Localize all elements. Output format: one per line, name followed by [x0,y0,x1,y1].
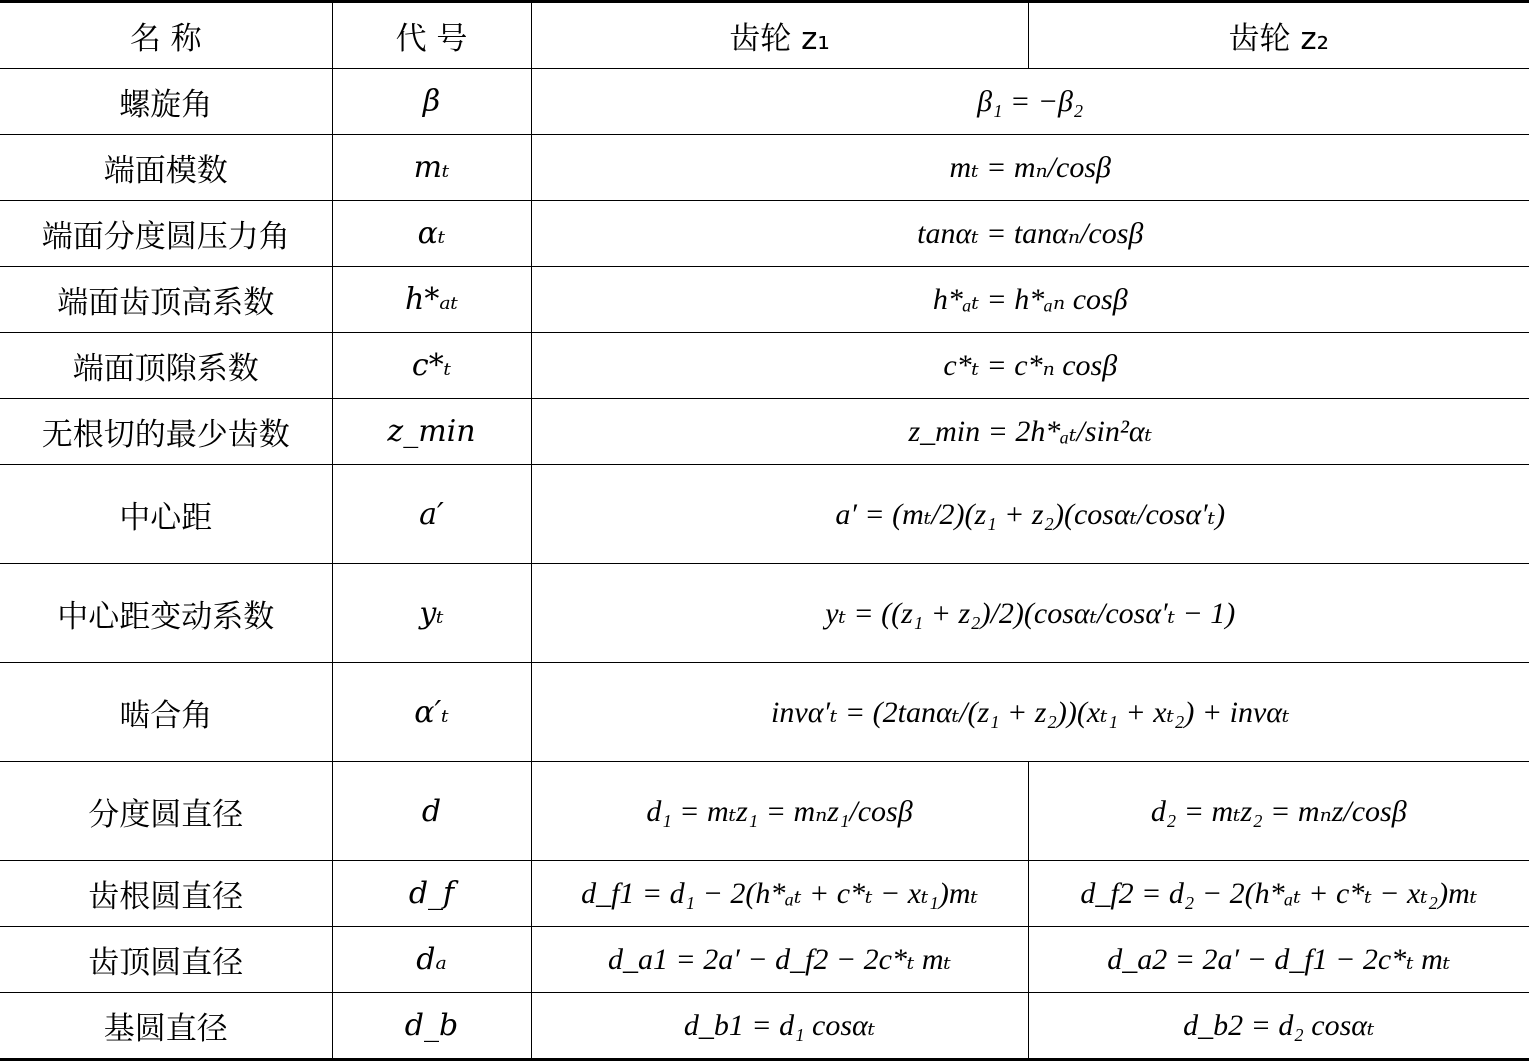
row-code: dₐ [332,927,531,993]
header-row [0,2,1529,69]
row-formula: mₜ = mₙ/cosβ [531,135,1529,201]
row-code: d [332,762,531,861]
row-formula-gear2: d₂ = mₜz₂ = mₙz/cosβ [1028,762,1529,861]
row-name: 齿顶圆直径 [0,927,332,993]
row-code: c*ₜ [332,333,531,399]
row-formula-gear1: d_b1 = d₁ cosαₜ [531,993,1028,1060]
header-gear2: 齿轮 z₂ [1028,2,1529,69]
row-formula-gear2: d_b2 = d₂ cosαₜ [1028,993,1529,1060]
row-name: 啮合角 [0,663,332,762]
row-formula-gear2: d_f2 = d₂ − 2(h*ₐₜ + c*ₜ − xₜ₂)mₜ [1028,861,1529,927]
row-formula-gear1: d_f1 = d₁ − 2(h*ₐₜ + c*ₜ − xₜ₁)mₜ [531,861,1028,927]
table-row [0,201,1529,267]
row-name: 端面顶隙系数 [0,333,332,399]
table-row [0,399,1529,465]
row-name: 分度圆直径 [0,762,332,861]
row-code: β [332,69,531,135]
row-code: αₜ [332,201,531,267]
table-row [0,762,1529,861]
row-code: h*ₐₜ [332,267,531,333]
row-code: d_f [332,861,531,927]
table-row [0,564,1529,663]
table-row [0,465,1529,564]
row-name: 中心距 [0,465,332,564]
table-row [0,333,1529,399]
row-code: z_min [332,399,531,465]
row-formula: h*ₐₜ = h*ₐₙ cosβ [531,267,1529,333]
row-formula: yₜ = ((z₁ + z₂)/2)(cosαₜ/cosα′ₜ − 1) [531,564,1529,663]
row-formula-gear2: d_a2 = 2a′ − d_f1 − 2c*ₜ mₜ [1028,927,1529,993]
table-row [0,135,1529,201]
header-name: 名 称 [0,2,332,69]
row-name: 无根切的最少齿数 [0,399,332,465]
table-row [0,69,1529,135]
row-code: d_b [332,993,531,1060]
header-code: 代 号 [332,2,531,69]
table-row [0,927,1529,993]
table-row [0,663,1529,762]
row-formula: c*ₜ = c*ₙ cosβ [531,333,1529,399]
row-name: 螺旋角 [0,69,332,135]
row-name: 齿根圆直径 [0,861,332,927]
row-code: mₜ [332,135,531,201]
row-name: 端面模数 [0,135,332,201]
table-row [0,861,1529,927]
row-code: a′ [332,465,531,564]
row-name: 中心距变动系数 [0,564,332,663]
header-gear1: 齿轮 z₁ [531,2,1028,69]
table-row [0,993,1529,1060]
row-formula: z_min = 2h*ₐₜ/sin²αₜ [531,399,1529,465]
row-name: 基圆直径 [0,993,332,1060]
row-name: 端面分度圆压力角 [0,201,332,267]
row-formula: a′ = (mₜ/2)(z₁ + z₂)(cosαₜ/cosα′ₜ) [531,465,1529,564]
row-formula: tanαₜ = tanαₙ/cosβ [531,201,1529,267]
row-code: α′ₜ [332,663,531,762]
row-formula: invα′ₜ = (2tanαₜ/(z₁ + z₂))(xₜ₁ + xₜ₂) + invαₜ [531,663,1529,762]
row-formula: β₁ = −β₂ [531,69,1529,135]
table-row [0,267,1529,333]
row-name: 端面齿顶高系数 [0,267,332,333]
row-formula-gear1: d₁ = mₜz₁ = mₙz₁/cosβ [531,762,1028,861]
row-code: yₜ [332,564,531,663]
row-formula-gear1: d_a1 = 2a′ − d_f2 − 2c*ₜ mₜ [531,927,1028,993]
